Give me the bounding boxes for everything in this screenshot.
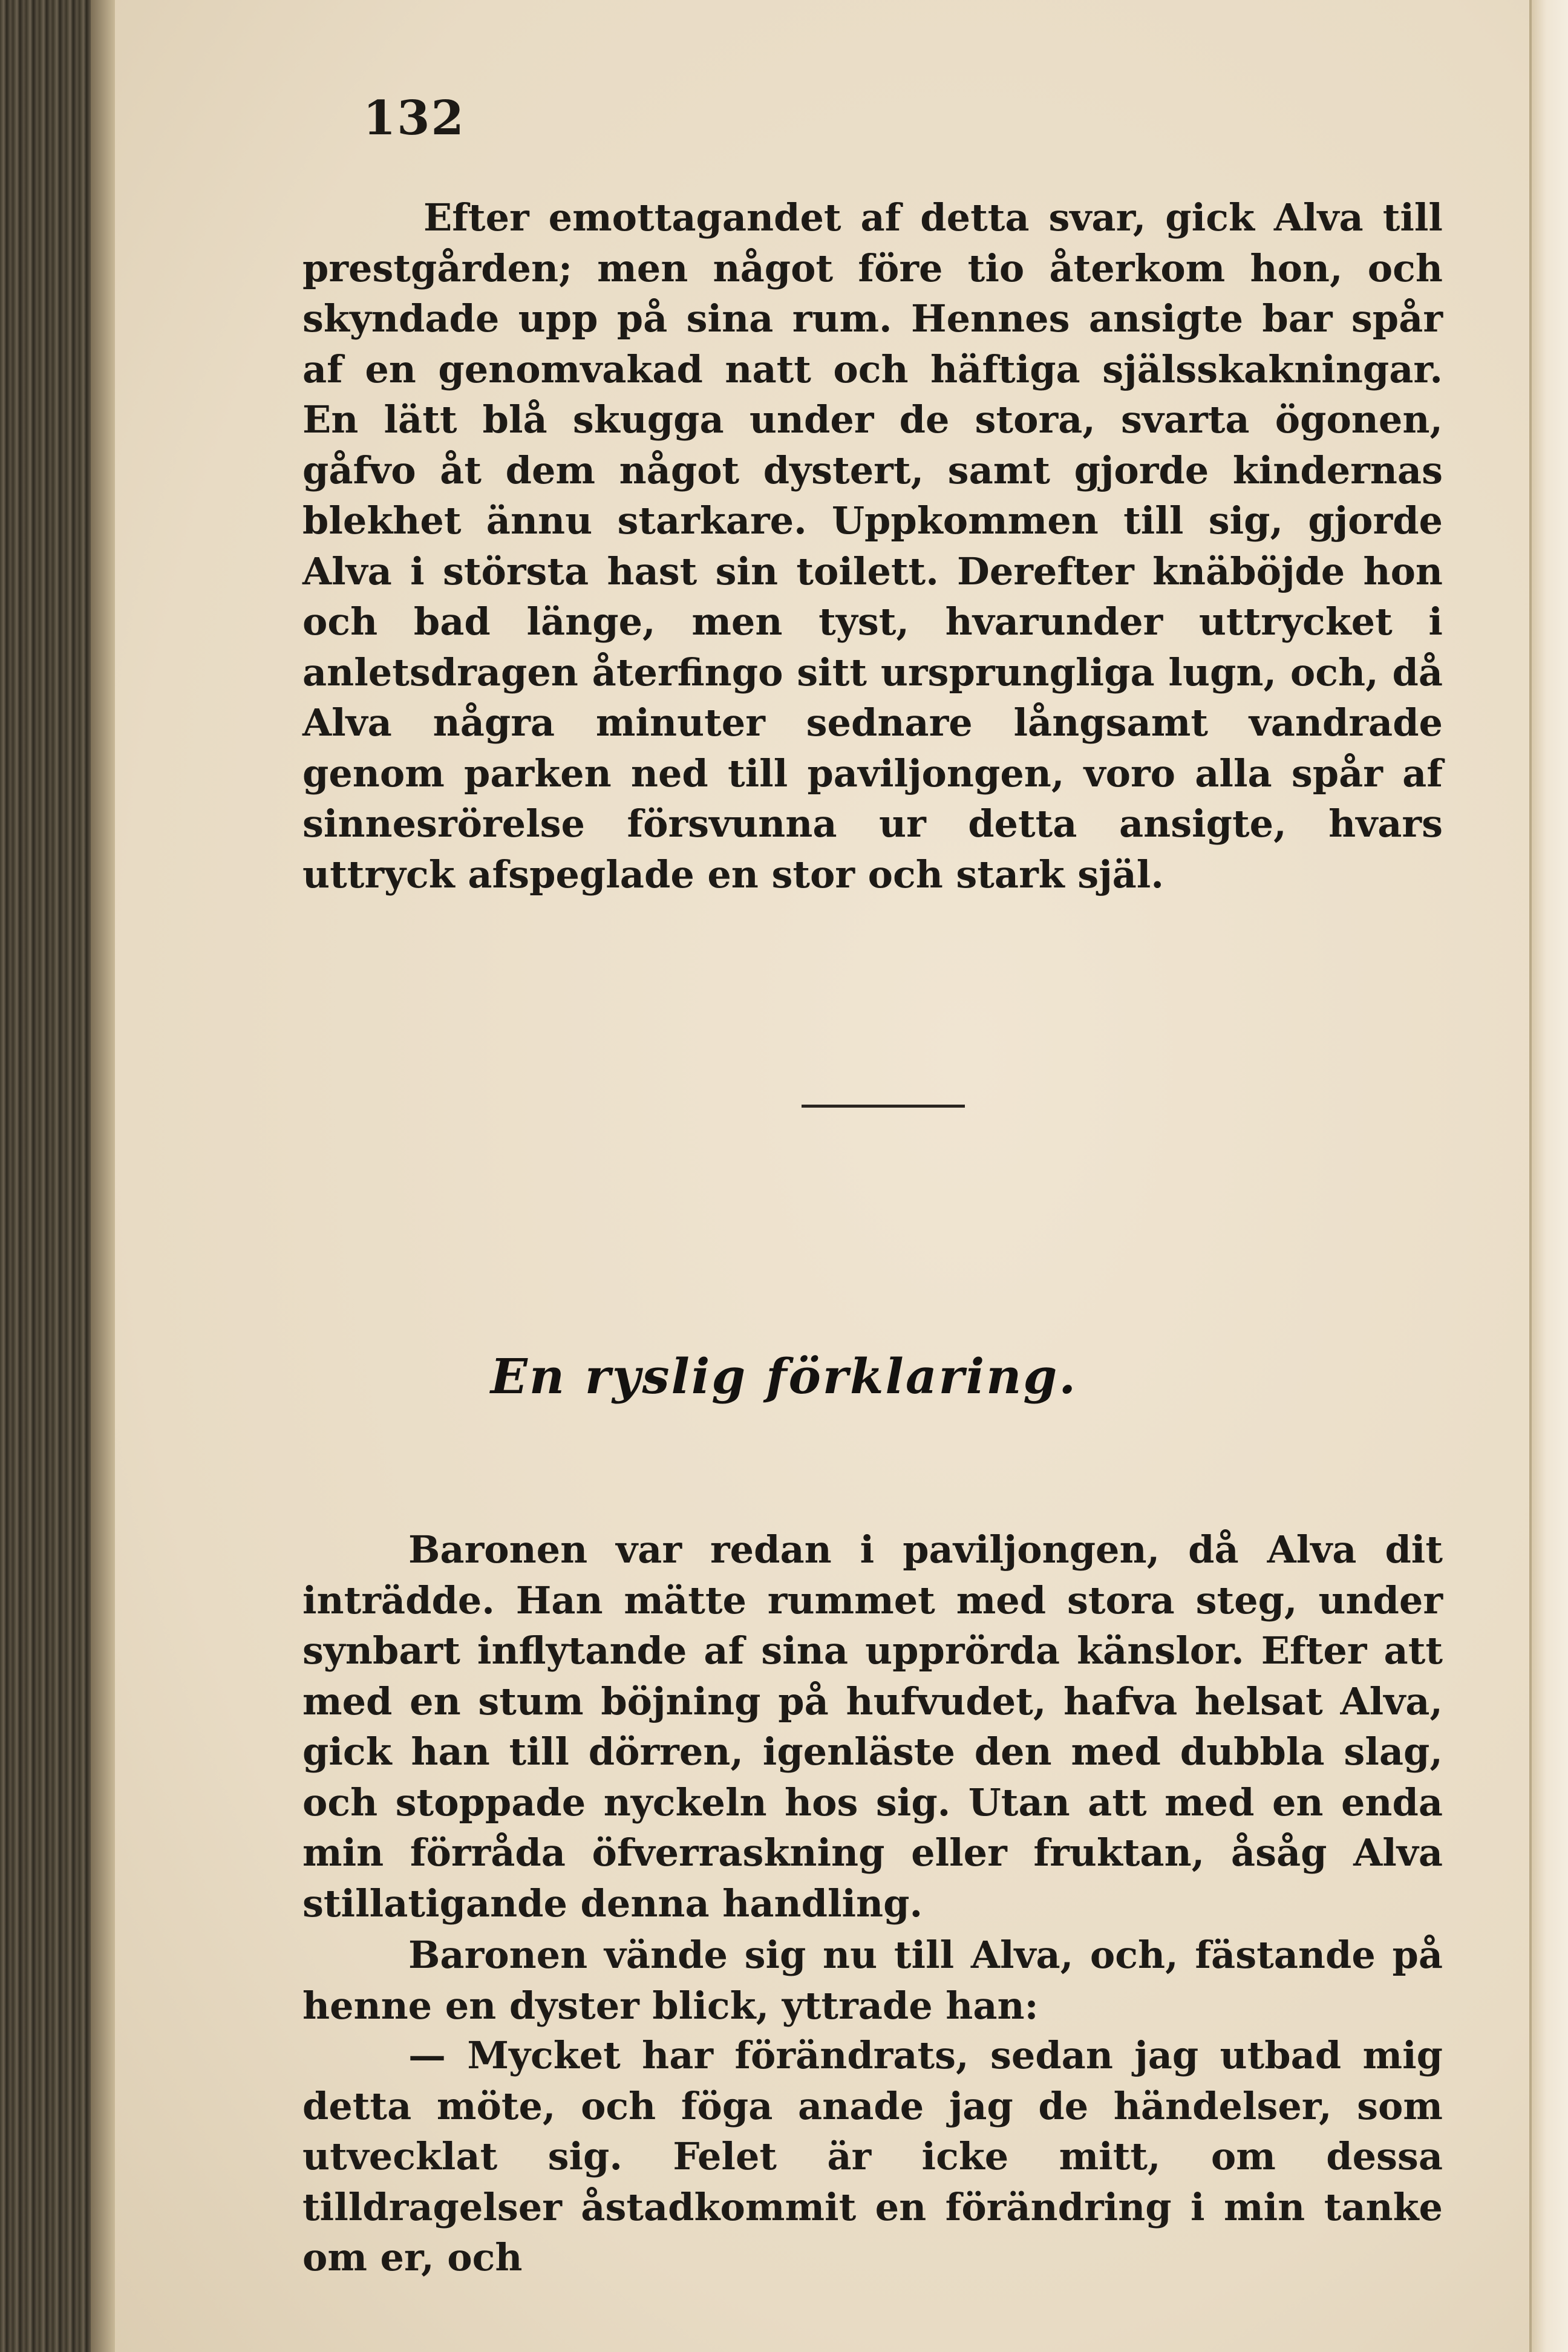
paragraph-1: Efter emottagandet af detta svar, gick Alva till prestgården; men något före tio återkom hon, och skyndade upp på sina rum. Hennes ansigte bar spår af en genomvakad natt och häftiga själsskakningar. En lätt blå skugga under de stora, svarta ögonen, gåfvo åt dem något dystert, samt gjorde kindernas blekhet ännu starkare. Uppkommen till sig, gjorde Alva i största hast sin toilett. Derefter knäböjde hon och bad länge, men tyst, hvarunder uttrycket i anletsdragen återfingo sitt ursprungliga lugn, och, då Alva några minuter sednare långsamt vandrade genom parken ned till paviljongen, voro alla spår af sinnesrörelse försvunna ur detta ansigte, hvars uttryck afspeglade en stor och stark själ. <box>302 195 1443 897</box>
paragraph-4: — Mycket har förändrats, sedan jag utbad mig detta möte, och föga anade jag de händelser, som utvecklat sig. Felet är icke mitt, om dessa tilldragelser åstadkommit en förändring i min tanke om er, och <box>302 2033 1443 2279</box>
page-edge <box>1529 0 1568 2352</box>
paragraph-2: Baronen var redan i paviljongen, då Alva dit inträdde. Han mätte rummet med stora steg, under synbart inflytande af sina upprörda känslor. Efter att med en stum böjning på hufvudet, hafva helsat Alva, gick han till dörren, igenläste den med dubbla slag, och stoppade nyckeln hos sig. Utan att med en enda min förråda öfverraskning eller fruktan, åsåg Alva stillatigande denna handling. <box>302 1527 1443 1926</box>
page-number: 132 <box>363 91 465 146</box>
paragraph-3: Baronen vände sig nu till Alva, och, fästande på henne en dyster blick, yttrade han: <box>302 1933 1443 2028</box>
section-divider <box>802 1105 965 1108</box>
book-binding <box>0 0 91 2352</box>
section-heading: En ryslig förklaring. <box>490 1348 1078 1405</box>
page-gutter <box>91 0 115 2352</box>
